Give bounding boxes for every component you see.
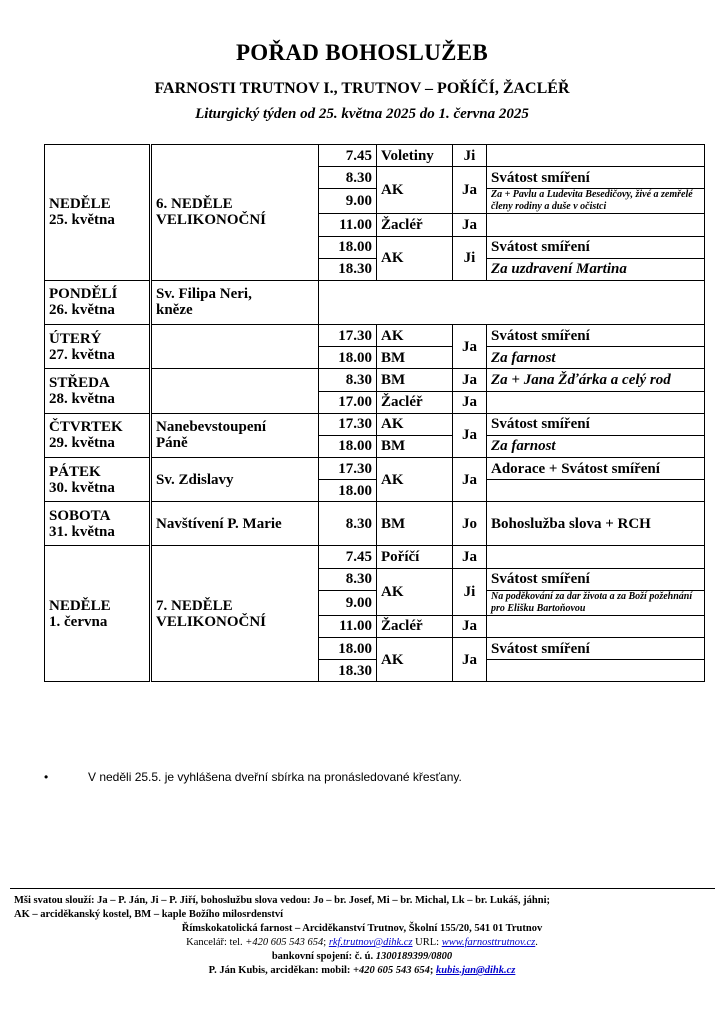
feast-cell <box>151 369 319 413</box>
time-cell: 11.00 <box>319 615 377 637</box>
intention-cell <box>487 546 705 568</box>
place-cell: AK <box>377 167 453 214</box>
intention-cell <box>487 480 705 502</box>
priest-cell: Ja <box>453 638 487 682</box>
intention-cell: Svátost smíření <box>487 167 705 189</box>
announcement <box>44 770 462 784</box>
feast-cell: 6. NEDĚLE VELIKONOČNÍ <box>151 145 319 281</box>
time-cell: 18.00 <box>319 638 377 660</box>
liturgical-week: Liturgický týden od 25. května 2025 do 1. června 2025 <box>195 106 529 122</box>
time-cell: 8.30 <box>319 369 377 391</box>
time-cell: 17.30 <box>319 458 377 480</box>
page-title: POŘAD BOHOSLUŽEB <box>235 40 489 65</box>
time-cell: 8.30 <box>319 568 377 590</box>
place-cell: BM <box>377 369 453 391</box>
time-cell: 17.30 <box>319 413 377 435</box>
priest-email-link[interactable]: kubis.jan@dihk.cz <box>436 965 516 976</box>
intention-cell: Svátost smíření <box>487 638 705 660</box>
place-cell: AK <box>377 236 453 280</box>
intention-cell: Svátost smíření <box>487 568 705 590</box>
table-row <box>45 145 705 167</box>
day-cell: PONDĚLÍ 26. května <box>45 280 151 324</box>
feast-cell: Sv. Zdislavy <box>151 458 319 502</box>
place-cell: AK <box>377 324 453 346</box>
intention-cell: Za farnost <box>487 435 705 457</box>
time-cell: 7.45 <box>319 546 377 568</box>
time-cell: 9.00 <box>319 189 377 214</box>
time-cell: 18.30 <box>319 660 377 682</box>
intention-cell <box>487 145 705 167</box>
priest-cell: Ji <box>453 236 487 280</box>
feast-cell: Sv. Filipa Neri, kněze <box>151 280 319 324</box>
time-cell: 18.00 <box>319 236 377 258</box>
office-email-link[interactable]: rkf.trutnov@dihk.cz <box>328 937 413 948</box>
footer-legend-priests: Mši svatou slouží: Ja – P. Ján, Ji – P. Jiří, bohoslužbu slova vedou: Jo – br. Josef, Mi – br. Michal, Lk – br. Lukáš, jáhni; <box>14 895 550 906</box>
priest-cell: Ja <box>453 546 487 568</box>
feast-cell: 7. NEDĚLE VELIKONOČNÍ <box>151 546 319 682</box>
day-cell: STŘEDA 28. května <box>45 369 151 413</box>
day-cell: ČTVRTEK 29. května <box>45 413 151 457</box>
footer-legend-places: AK – arciděkanský kostel, BM – kaple Božího milosrdenství <box>14 909 284 920</box>
intention-cell: Bohoslužba slova + RCH <box>487 502 705 546</box>
day-cell: SOBOTA 31. května <box>45 502 151 546</box>
table-row <box>45 324 705 346</box>
day-cell: PÁTEK 30. května <box>45 458 151 502</box>
place-cell: AK <box>377 638 453 682</box>
footer <box>14 894 710 978</box>
intention-cell <box>487 391 705 413</box>
time-cell: 7.45 <box>319 145 377 167</box>
priest-cell: Ja <box>453 214 487 236</box>
intention-cell: Za uzdravení Martina <box>487 258 705 280</box>
footer-priest-contact: P. Ján Kubis, arciděkan: mobil: +420 605 543 654; kubis.jan@dihk.cz <box>208 965 516 976</box>
priest-cell: Ji <box>453 145 487 167</box>
announcement-text: V neděli 25.5. je vyhlášena dveřní sbírka na pronásledované křesťany. <box>88 770 462 784</box>
intention-cell: Za + Pavlu a Ludevita Besedičovy, živé a zemřelé členy rodiny a duše v očistci <box>487 189 705 214</box>
time-cell: 8.30 <box>319 167 377 189</box>
intention-cell <box>487 660 705 682</box>
time-cell: 8.30 <box>319 502 377 546</box>
priest-cell: Ja <box>453 324 487 368</box>
priest-cell: Ja <box>453 167 487 214</box>
priest-cell: Ja <box>453 458 487 502</box>
place-cell: Žacléř <box>377 391 453 413</box>
table-row <box>45 546 705 568</box>
place-cell: BM <box>377 347 453 369</box>
time-cell: 17.00 <box>319 391 377 413</box>
table-row <box>45 502 705 546</box>
bullet-icon: • <box>44 770 49 784</box>
feast-cell: Navštívení P. Marie <box>151 502 319 546</box>
place-cell: Voletiny <box>377 145 453 167</box>
intention-cell: Na poděkování za dar života a za Boží požehnání pro Elišku Bartoňovou <box>487 590 705 615</box>
time-cell: 18.00 <box>319 480 377 502</box>
footer-parish-address: Římskokatolická farnost – Arciděkanství Trutnov, Školní 155/20, 541 01 Trutnov <box>181 923 543 934</box>
time-cell: 18.00 <box>319 347 377 369</box>
time-cell: 18.30 <box>319 258 377 280</box>
place-cell: Poříčí <box>377 546 453 568</box>
table-row <box>45 369 705 391</box>
intention-cell: Za farnost <box>487 347 705 369</box>
priest-cell: Ja <box>453 615 487 637</box>
office-phone: +420 605 543 654 <box>245 937 324 948</box>
time-cell: 11.00 <box>319 214 377 236</box>
day-cell: NEDĚLE 25. května <box>45 145 151 281</box>
place-cell: Žacléř <box>377 615 453 637</box>
priest-cell: Jo <box>453 502 487 546</box>
time-cell: 9.00 <box>319 590 377 615</box>
intention-cell <box>487 615 705 637</box>
website-link[interactable]: www.farnosttrutnov.cz <box>441 937 536 948</box>
empty-cell <box>319 280 705 324</box>
intention-cell: Za + Jana Žďárka a celý rod <box>487 369 705 391</box>
place-cell: AK <box>377 458 453 502</box>
time-cell: 17.30 <box>319 324 377 346</box>
feast-cell <box>151 324 319 368</box>
table-row <box>45 413 705 435</box>
intention-cell: Svátost smíření <box>487 236 705 258</box>
place-cell: BM <box>377 502 453 546</box>
footer-contact: Kancelář: tel. +420 605 543 654; rkf.trutnov@dihk.cz URL: www.farnosttrutnov.cz. <box>186 937 538 948</box>
table-row <box>45 280 705 324</box>
priest-cell: Ja <box>453 391 487 413</box>
place-cell: BM <box>377 435 453 457</box>
table-row <box>45 458 705 480</box>
intention-cell <box>487 214 705 236</box>
footer-divider <box>10 888 715 889</box>
priest-cell: Ja <box>453 413 487 457</box>
footer-bank: bankovní spojení: č. ú. 1300189399/0800 <box>271 951 453 962</box>
intention-cell: Svátost smíření <box>487 324 705 346</box>
day-cell: ÚTERÝ 27. května <box>45 324 151 368</box>
day-cell: NEDĚLE 1. června <box>45 546 151 682</box>
place-cell: Žacléř <box>377 214 453 236</box>
schedule-table <box>44 144 705 682</box>
place-cell: AK <box>377 568 453 615</box>
intention-cell: Adorace + Svátost smíření <box>487 458 705 480</box>
place-cell: AK <box>377 413 453 435</box>
feast-cell: Nanebevstoupení Páně <box>151 413 319 457</box>
priest-cell: Ja <box>453 369 487 391</box>
parish-subtitle: FARNOSTI TRUTNOV I., TRUTNOV – POŘÍČÍ, ŽACLÉŘ <box>154 80 570 97</box>
intention-cell: Svátost smíření <box>487 413 705 435</box>
time-cell: 18.00 <box>319 435 377 457</box>
priest-cell: Ji <box>453 568 487 615</box>
